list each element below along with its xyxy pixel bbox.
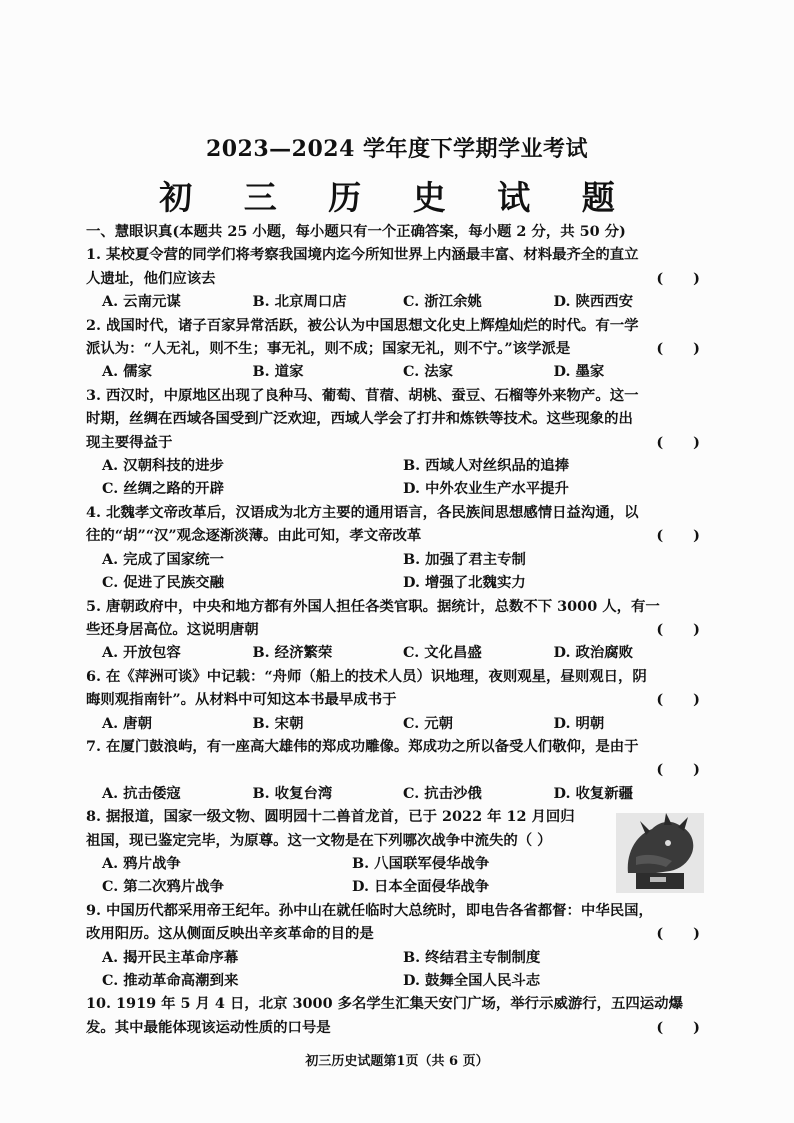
question-stem: 晦则观指南针”。从材料中可知这本书最早成书于 (86, 691, 397, 709)
option-d: D. 陕西西安 (553, 293, 634, 311)
answer-bracket: ( ) (656, 527, 700, 545)
option-c: C. 第二次鸦片战争 (102, 878, 224, 896)
answer-bracket: ( ) (656, 620, 700, 638)
option-c: C. 文化昌盛 (403, 644, 482, 662)
question-stem: 1. 某校夏令营的同学们将考察我国境内迄今所知世界上内涵最丰富、材料最齐全的直立 (86, 246, 639, 264)
option-a: A. 揭开民主革命序幕 (102, 948, 239, 966)
option-b: B. 北京周口店 (252, 293, 347, 311)
section-heading: 一、慧眼识真(本题共 25 小题，每小题只有一个正确答案，每小题 2 分，共 50 分) (86, 223, 626, 240)
option-c: C. 浙江余姚 (403, 293, 482, 311)
question-stem: 往的“胡”“汉”观念逐渐淡薄。由此可知，孝文帝改革 (86, 527, 422, 545)
option-a: A. 鸦片战争 (102, 854, 181, 872)
option-c: C. 抗击沙俄 (403, 784, 482, 802)
options (86, 290, 704, 313)
option-c: C. 推动革命高潮到来 (102, 972, 239, 989)
options (86, 852, 602, 899)
question-stem: 3. 西汉时，中原地区出现了良种马、葡萄、苜蓿、胡桃、蚕豆、石榴等外来物产。这一 (86, 386, 639, 404)
question-stem: 5. 唐朝政府中，中央和地方都有外国人担任各类官职。据统计，总数不下 3000 人，有一 (86, 597, 660, 615)
answer-bracket: ( ) (656, 761, 700, 779)
option-c: C. 丝绸之路的开辟 (102, 480, 224, 498)
option-d: D. 明朝 (553, 714, 605, 732)
option-a: A. 完成了国家统一 (102, 550, 224, 568)
question-stem: 发。其中最能体现该运动性质的口号是 (86, 1018, 331, 1036)
subject-title: 初 三 历 史 试 题 (159, 178, 635, 217)
option-d: D. 中外农业生产水平提升 (403, 480, 569, 498)
question-stem: 派认为：“人无礼，则不生；事无礼，则不成；国家无礼，则不宁。”该学派是 (86, 340, 571, 358)
option-d: D. 鼓舞全国人民斗志 (403, 972, 541, 989)
options (86, 641, 704, 664)
option-b: B. 八国联军侵华战争 (352, 854, 490, 872)
option-b: B. 收复台湾 (252, 784, 333, 802)
question-stem: 改用阳历。这从侧面反映出辛亥革命的目的是 (86, 925, 374, 943)
option-c: C. 元朝 (403, 714, 454, 732)
answer-bracket: ( ) (656, 691, 700, 709)
answer-bracket: ( ) (656, 269, 700, 287)
options (86, 712, 704, 735)
option-a: A. 抗击倭寇 (102, 784, 181, 802)
option-b: B. 宋朝 (252, 714, 304, 732)
option-b: B. 加强了君主专制 (403, 550, 526, 568)
answer-bracket: ( ) (656, 340, 700, 358)
question-stem: 些还身居高位。这说明唐朝 (86, 620, 259, 638)
options (86, 782, 704, 805)
question-stem: 2. 战国时代，诸子百家异常活跃，被公认为中国思想文化史上辉煌灿烂的时代。有一学 (86, 316, 639, 334)
options (86, 548, 704, 595)
question-stem: 时期，丝绸在西域各国受到广泛欢迎，西域人学会了打井和炼铁等技术。这些现象的出 (86, 410, 633, 428)
question-stem: 8. 据报道，国家一级文物、圆明园十二兽首龙首，已于 2022 年 12 月回归 (86, 808, 575, 826)
question-3 (86, 384, 704, 501)
answer-bracket: ( ) (656, 433, 700, 451)
question-6 (86, 665, 704, 735)
question-stem: 10. 1919 年 5 月 4 日，北京 3000 多名学生汇集天安门广场，举行示威游行，五四运动爆 (86, 995, 683, 1013)
question-body (86, 220, 704, 1039)
option-c: C. 法家 (403, 363, 454, 381)
question-stem: 7. 在厦门鼓浪屿，有一座高大雄伟的郑成功雕像。郑成功之所以备受人们敬仰，是由于 (86, 737, 639, 755)
option-d: D. 收复新疆 (553, 784, 634, 802)
question-4 (86, 501, 704, 595)
question-1 (86, 243, 704, 313)
option-a: A. 云南元谋 (102, 293, 181, 311)
question-stem: 祖国，现已鉴定完毕，为原尊。这一文物是在下列哪次战争中流失的（ ） (86, 831, 552, 849)
answer-bracket: ( ) (656, 925, 700, 943)
option-b: B. 西域人对丝织品的追捧 (403, 457, 570, 475)
option-a: A. 汉朝科技的进步 (102, 457, 224, 475)
question-10 (86, 992, 704, 1039)
exam-title: 2023—2024 学年度下学期学业考试 (205, 136, 589, 162)
page-footer: 初三历史试题第1页（共 6 页） (305, 1054, 489, 1069)
option-b: B. 终结君主专制制度 (403, 948, 541, 966)
answer-bracket: ( ) (656, 1018, 700, 1036)
options (86, 360, 704, 383)
option-b: B. 道家 (252, 363, 304, 381)
question-7 (86, 735, 704, 805)
option-d: D. 墨家 (553, 363, 605, 381)
option-c: C. 促进了民族交融 (102, 574, 224, 592)
option-a: A. 开放包容 (102, 644, 181, 662)
question-5 (86, 595, 704, 665)
question-8 (86, 805, 704, 899)
question-stem: 6. 在《萍洲可谈》中记载：“舟师（船上的技术人员）识地理，夜则观星，昼则观日，阴 (86, 667, 647, 685)
question-stem: 4. 北魏孝文帝改革后，汉语成为北方主要的通用语言，各民族间思想感情日益沟通，以 (86, 503, 639, 521)
option-d: D. 日本全面侵华战争 (352, 878, 490, 896)
options (86, 946, 704, 993)
option-d: D. 政治腐败 (553, 644, 634, 662)
option-a: A. 唐朝 (102, 714, 152, 732)
dragon-head-photo (616, 813, 704, 893)
question-stem: 9. 中国历代都采用帝王纪年。孙中山在就任临时大总统时，即电告各省都督：中华民国， (86, 901, 653, 919)
option-a: A. 儒家 (102, 363, 152, 381)
question-2 (86, 314, 704, 384)
option-d: D. 增强了北魏实力 (403, 574, 526, 592)
options (86, 454, 704, 501)
question-stem: 人遗址，他们应该去 (86, 269, 216, 287)
question-stem: 现主要得益于 (86, 433, 173, 451)
question-9 (86, 899, 704, 993)
option-b: B. 经济繁荣 (252, 644, 333, 662)
